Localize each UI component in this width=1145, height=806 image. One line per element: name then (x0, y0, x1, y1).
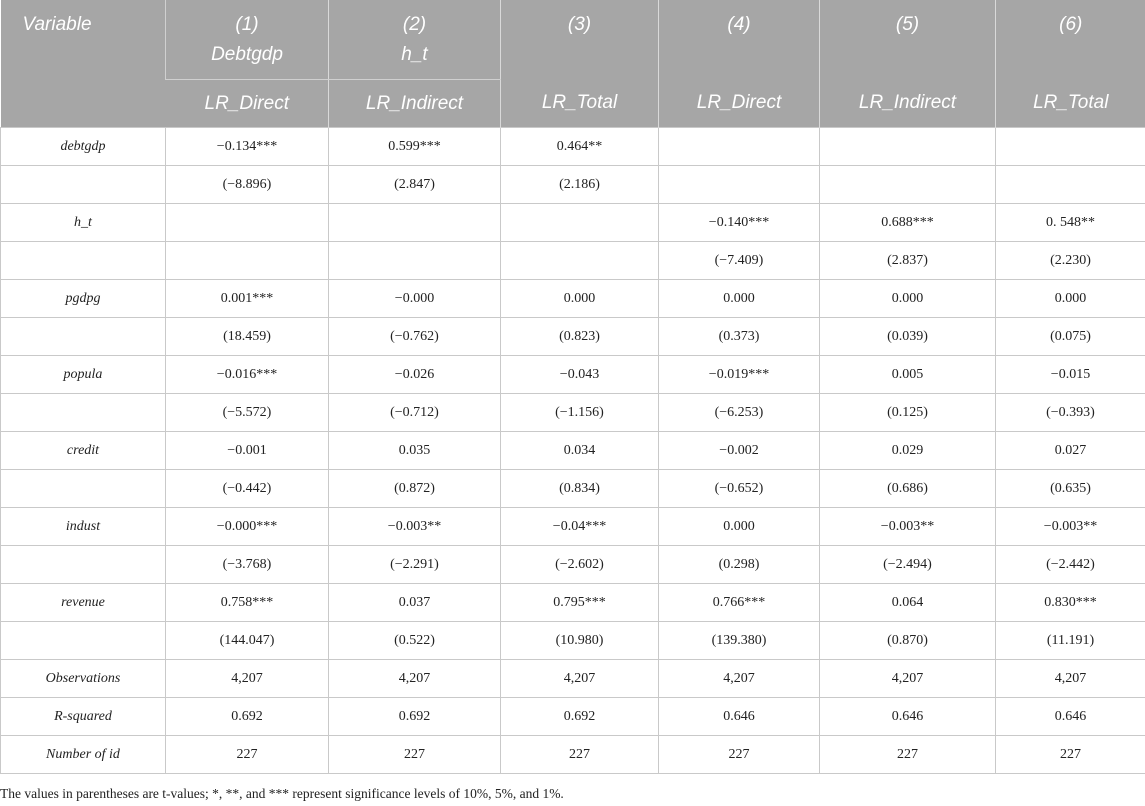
table-cell: (2.837) (820, 242, 996, 280)
table-cell: 4,207 (820, 660, 996, 698)
row-label: R-squared (1, 698, 166, 736)
header-col-4: (4) (659, 0, 820, 80)
table-row (1, 470, 1145, 508)
table-cell (501, 242, 659, 280)
table-cell: (−0.712) (329, 394, 501, 432)
table-cell (996, 128, 1145, 166)
table-cell (166, 204, 329, 242)
header-sub-3: LR_Total (501, 80, 659, 128)
table-cell: −0.140*** (659, 204, 820, 242)
table-cell: 0.064 (820, 584, 996, 622)
row-label (1, 318, 166, 356)
table-cell: 0.000 (820, 280, 996, 318)
table-cell (329, 204, 501, 242)
row-label: debtgdp (1, 128, 166, 166)
table-cell: (0.870) (820, 622, 996, 660)
table-cell: (0.522) (329, 622, 501, 660)
row-label: h_t (1, 204, 166, 242)
table-cell: 0.692 (501, 698, 659, 736)
table-cell: (2.230) (996, 242, 1145, 280)
table-cell: 0.000 (659, 280, 820, 318)
header-sub-6: LR_Total (996, 80, 1145, 128)
header-variable: Variable (1, 0, 166, 128)
table-cell: −0.003** (996, 508, 1145, 546)
table-cell: 4,207 (329, 660, 501, 698)
table-cell: 227 (659, 736, 820, 774)
table-row (1, 318, 1145, 356)
table-row (1, 660, 1145, 698)
table-cell: (0.039) (820, 318, 996, 356)
table-cell (501, 204, 659, 242)
table-cell: (2.847) (329, 166, 501, 204)
table-cell: (0.125) (820, 394, 996, 432)
table-cell: 227 (820, 736, 996, 774)
table-cell: (0.686) (820, 470, 996, 508)
table-header (1, 0, 1145, 128)
header-col-5: (5) (820, 0, 996, 80)
header-col-2: (2) h_t (329, 0, 501, 80)
table-cell: 0.646 (996, 698, 1145, 736)
table-cell (659, 128, 820, 166)
table-cell: (2.186) (501, 166, 659, 204)
table-row (1, 204, 1145, 242)
table-cell: 0.692 (166, 698, 329, 736)
table-cell: 4,207 (501, 660, 659, 698)
table-cell: 0.000 (501, 280, 659, 318)
header-col-6: (6) (996, 0, 1145, 80)
table-cell: 0.766*** (659, 584, 820, 622)
table-cell: 0. 548** (996, 204, 1145, 242)
table-cell: −0.134*** (166, 128, 329, 166)
table-cell: (139.380) (659, 622, 820, 660)
table-cell: −0.015 (996, 356, 1145, 394)
table-cell: (−0.442) (166, 470, 329, 508)
row-label (1, 622, 166, 660)
table-cell: (−0.393) (996, 394, 1145, 432)
table-cell: 0.005 (820, 356, 996, 394)
table-cell: (−0.652) (659, 470, 820, 508)
table-cell: −0.001 (166, 432, 329, 470)
table-row (1, 394, 1145, 432)
row-label (1, 470, 166, 508)
table-cell (820, 128, 996, 166)
table-cell: (−2.602) (501, 546, 659, 584)
table-cell: 0.795*** (501, 584, 659, 622)
table-row (1, 622, 1145, 660)
row-label: indust (1, 508, 166, 546)
header-col-3: (3) (501, 0, 659, 80)
table-cell: 227 (996, 736, 1145, 774)
table-cell: (−2.442) (996, 546, 1145, 584)
table-cell: 0.464** (501, 128, 659, 166)
table-cell: −0.043 (501, 356, 659, 394)
table-cell: −0.000*** (166, 508, 329, 546)
table-cell: (0.373) (659, 318, 820, 356)
table-cell: 0.646 (820, 698, 996, 736)
table-cell: 4,207 (659, 660, 820, 698)
table-cell (820, 166, 996, 204)
row-label: pgdpg (1, 280, 166, 318)
header-col-1: (1) Debtgdp (166, 0, 329, 80)
table-cell: (0.872) (329, 470, 501, 508)
row-label: popula (1, 356, 166, 394)
table-cell: 0.035 (329, 432, 501, 470)
table-cell: (−3.768) (166, 546, 329, 584)
table-row (1, 584, 1145, 622)
table-cell (166, 242, 329, 280)
table-cell: −0.04*** (501, 508, 659, 546)
table-cell: 0.034 (501, 432, 659, 470)
table-cell: −0.016*** (166, 356, 329, 394)
row-label (1, 242, 166, 280)
row-label: Number of id (1, 736, 166, 774)
table-cell (329, 242, 501, 280)
table-cell: −0.000 (329, 280, 501, 318)
table-row (1, 432, 1145, 470)
table-cell: (0.298) (659, 546, 820, 584)
table-cell: (−7.409) (659, 242, 820, 280)
table-cell: −0.003** (329, 508, 501, 546)
table-row (1, 280, 1145, 318)
table-cell: 0.688*** (820, 204, 996, 242)
table-row (1, 166, 1145, 204)
row-label: Observations (1, 660, 166, 698)
row-label (1, 394, 166, 432)
table-cell: 227 (166, 736, 329, 774)
table-cell: −0.026 (329, 356, 501, 394)
table-cell: −0.003** (820, 508, 996, 546)
table-row (1, 242, 1145, 280)
table-cell: 0.000 (659, 508, 820, 546)
table-note: The values in parentheses are t-values; *, **, and *** represent significance levels of 10%, 5%, and 1%. (0, 786, 564, 801)
table-cell: 0.027 (996, 432, 1145, 470)
table-row (1, 698, 1145, 736)
table-cell: 0.758*** (166, 584, 329, 622)
table-cell: 4,207 (996, 660, 1145, 698)
table-cell: 4,207 (166, 660, 329, 698)
header-sub-2: LR_Indirect (329, 80, 501, 128)
table-cell: (11.191) (996, 622, 1145, 660)
table-cell: (0.635) (996, 470, 1145, 508)
table-row (1, 356, 1145, 394)
table-cell: (−1.156) (501, 394, 659, 432)
table-cell: (−0.762) (329, 318, 501, 356)
table-cell: (18.459) (166, 318, 329, 356)
table-cell: (−6.253) (659, 394, 820, 432)
row-label: credit (1, 432, 166, 470)
table-cell: (0.834) (501, 470, 659, 508)
table-cell: −0.002 (659, 432, 820, 470)
table-cell: 0.000 (996, 280, 1145, 318)
row-label: revenue (1, 584, 166, 622)
header-row-effects (1, 80, 1145, 128)
table-cell: 0.830*** (996, 584, 1145, 622)
table-cell: (0.075) (996, 318, 1145, 356)
header-sub-1: LR_Direct (166, 80, 329, 128)
table-cell: (10.980) (501, 622, 659, 660)
table-body (1, 128, 1145, 774)
header-row-models (1, 0, 1145, 80)
table-cell: 0.037 (329, 584, 501, 622)
table-cell: −0.019*** (659, 356, 820, 394)
table-cell: 0.001*** (166, 280, 329, 318)
table-row (1, 546, 1145, 584)
row-label (1, 166, 166, 204)
table-cell: 0.692 (329, 698, 501, 736)
table-cell (659, 166, 820, 204)
table-cell: 0.646 (659, 698, 820, 736)
header-sub-4: LR_Direct (659, 80, 820, 128)
table-row (1, 508, 1145, 546)
table-cell: 0.599*** (329, 128, 501, 166)
row-label (1, 546, 166, 584)
table-cell: 227 (501, 736, 659, 774)
table-cell: 227 (329, 736, 501, 774)
table-cell: (144.047) (166, 622, 329, 660)
table-cell: (−2.291) (329, 546, 501, 584)
table-cell (996, 166, 1145, 204)
header-sub-5: LR_Indirect (820, 80, 996, 128)
table-cell: (−5.572) (166, 394, 329, 432)
table-cell: (−2.494) (820, 546, 996, 584)
table-cell: (0.823) (501, 318, 659, 356)
table-cell: 0.029 (820, 432, 996, 470)
table-cell: (−8.896) (166, 166, 329, 204)
table-row (1, 736, 1145, 774)
table-row (1, 128, 1145, 166)
